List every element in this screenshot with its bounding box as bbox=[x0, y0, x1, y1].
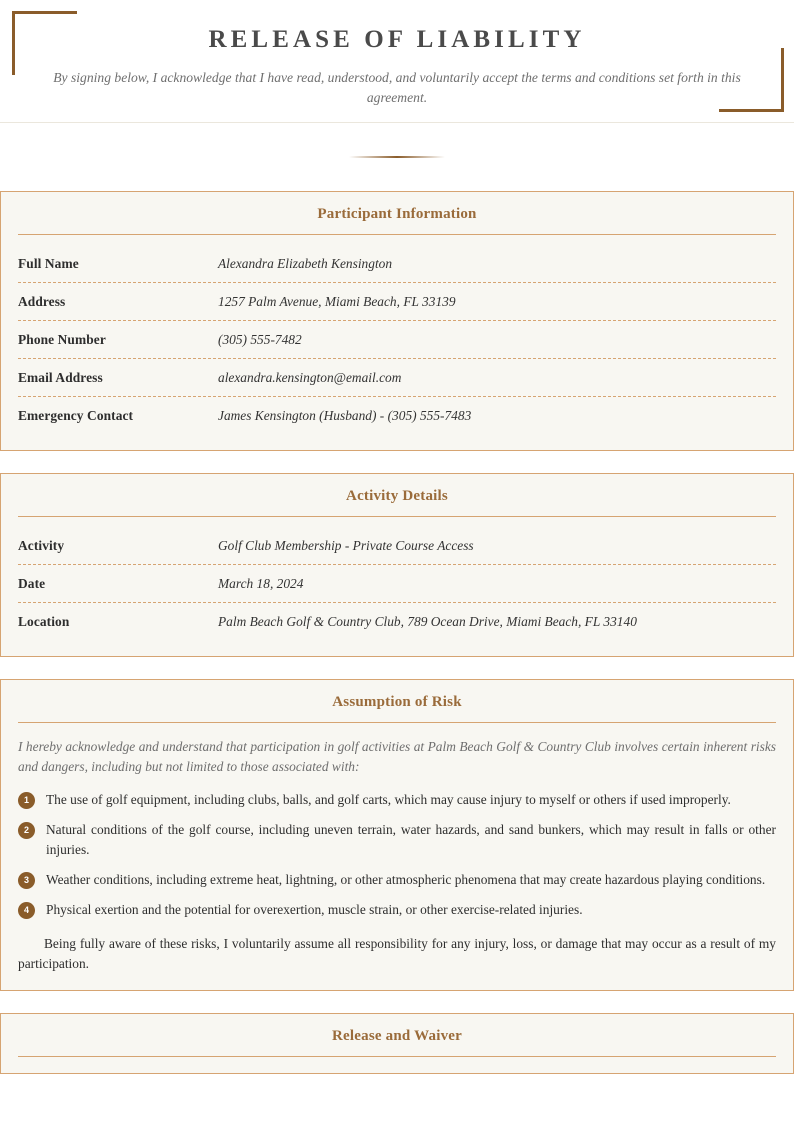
list-item bbox=[18, 820, 776, 860]
field-label: Activity bbox=[18, 538, 65, 553]
table-row bbox=[18, 321, 776, 359]
list-item bbox=[18, 790, 776, 810]
list-item bbox=[18, 870, 776, 890]
table-row bbox=[18, 397, 776, 434]
section-assumption-of-risk bbox=[0, 679, 794, 991]
risk-list bbox=[18, 790, 776, 920]
risk-intro-paragraph: I hereby acknowledge and understand that participation in golf activities at Palm Beach Golf & Country Club involves certain inherent risks and dangers, including but not limited to those associated with: bbox=[18, 739, 776, 774]
divider-line-icon bbox=[349, 156, 445, 158]
field-label: Emergency Contact bbox=[18, 408, 134, 423]
section-rule bbox=[18, 1056, 776, 1057]
table-row bbox=[18, 283, 776, 321]
list-item-text: The use of golf equipment, including clubs, balls, and golf carts, which may cause injury to myself or others if used improperly. bbox=[46, 792, 731, 807]
field-value: 1257 Palm Avenue, Miami Beach, FL 33139 bbox=[218, 294, 456, 309]
field-label: Location bbox=[18, 614, 70, 629]
field-label: Phone Number bbox=[18, 332, 106, 347]
field-label: Full Name bbox=[18, 256, 79, 271]
page-title: RELEASE OF LIABILITY bbox=[208, 26, 586, 53]
list-number-badge: 2 bbox=[18, 822, 35, 839]
table-row bbox=[18, 527, 776, 565]
table-row bbox=[18, 565, 776, 603]
risk-closing-paragraph: Being fully aware of these risks, I voluntarily assume all responsibility for any injury, loss, or damage that may occur as a result of my participation. bbox=[18, 936, 776, 971]
list-number-badge: 1 bbox=[18, 792, 35, 809]
list-item-text: Weather conditions, including extreme heat, lightning, or other atmospheric phenomena that may create hazardous playing conditions. bbox=[46, 872, 766, 887]
field-label: Email Address bbox=[18, 370, 103, 385]
field-value: James Kensington (Husband) - (305) 555-7483 bbox=[218, 408, 472, 423]
field-value: Palm Beach Golf & Country Club, 789 Ocean Drive, Miami Beach, FL 33140 bbox=[218, 614, 637, 629]
field-value: Alexandra Elizabeth Kensington bbox=[218, 256, 393, 271]
activity-field-list bbox=[18, 527, 776, 640]
field-label: Date bbox=[18, 576, 46, 591]
field-value: (305) 555-7482 bbox=[218, 332, 302, 347]
section-release-and-waiver bbox=[0, 1013, 794, 1074]
section-title: Activity Details bbox=[346, 488, 448, 504]
document-header bbox=[0, 0, 794, 123]
table-row bbox=[18, 603, 776, 640]
list-number-badge: 3 bbox=[18, 872, 35, 889]
field-label: Address bbox=[18, 294, 66, 309]
section-rule bbox=[18, 516, 776, 517]
table-row bbox=[18, 245, 776, 283]
field-value: Golf Club Membership - Private Course Access bbox=[218, 538, 474, 553]
section-activity-details bbox=[0, 473, 794, 657]
list-item-text: Physical exertion and the potential for overexertion, muscle strain, or other exercise-related injuries. bbox=[46, 902, 583, 917]
section-title: Release and Waiver bbox=[332, 1028, 462, 1044]
section-participant-information bbox=[0, 191, 794, 451]
section-rule bbox=[18, 722, 776, 723]
list-item bbox=[18, 900, 776, 920]
section-rule bbox=[18, 234, 776, 235]
participant-field-list bbox=[18, 245, 776, 434]
ornamental-divider bbox=[0, 123, 794, 191]
document-subtitle: By signing below, I acknowledge that I have read, understood, and voluntarily accept the terms and conditions set forth in this agreement. bbox=[53, 70, 741, 105]
section-title: Assumption of Risk bbox=[332, 694, 462, 710]
list-item-text: Natural conditions of the golf course, including uneven terrain, water hazards, and sand bunkers, which may result in falls or other injuries. bbox=[46, 822, 776, 857]
table-row bbox=[18, 359, 776, 397]
field-value: March 18, 2024 bbox=[218, 576, 304, 591]
list-number-badge: 4 bbox=[18, 902, 35, 919]
section-title: Participant Information bbox=[317, 206, 477, 222]
field-value: alexandra.kensington@email.com bbox=[218, 370, 402, 385]
